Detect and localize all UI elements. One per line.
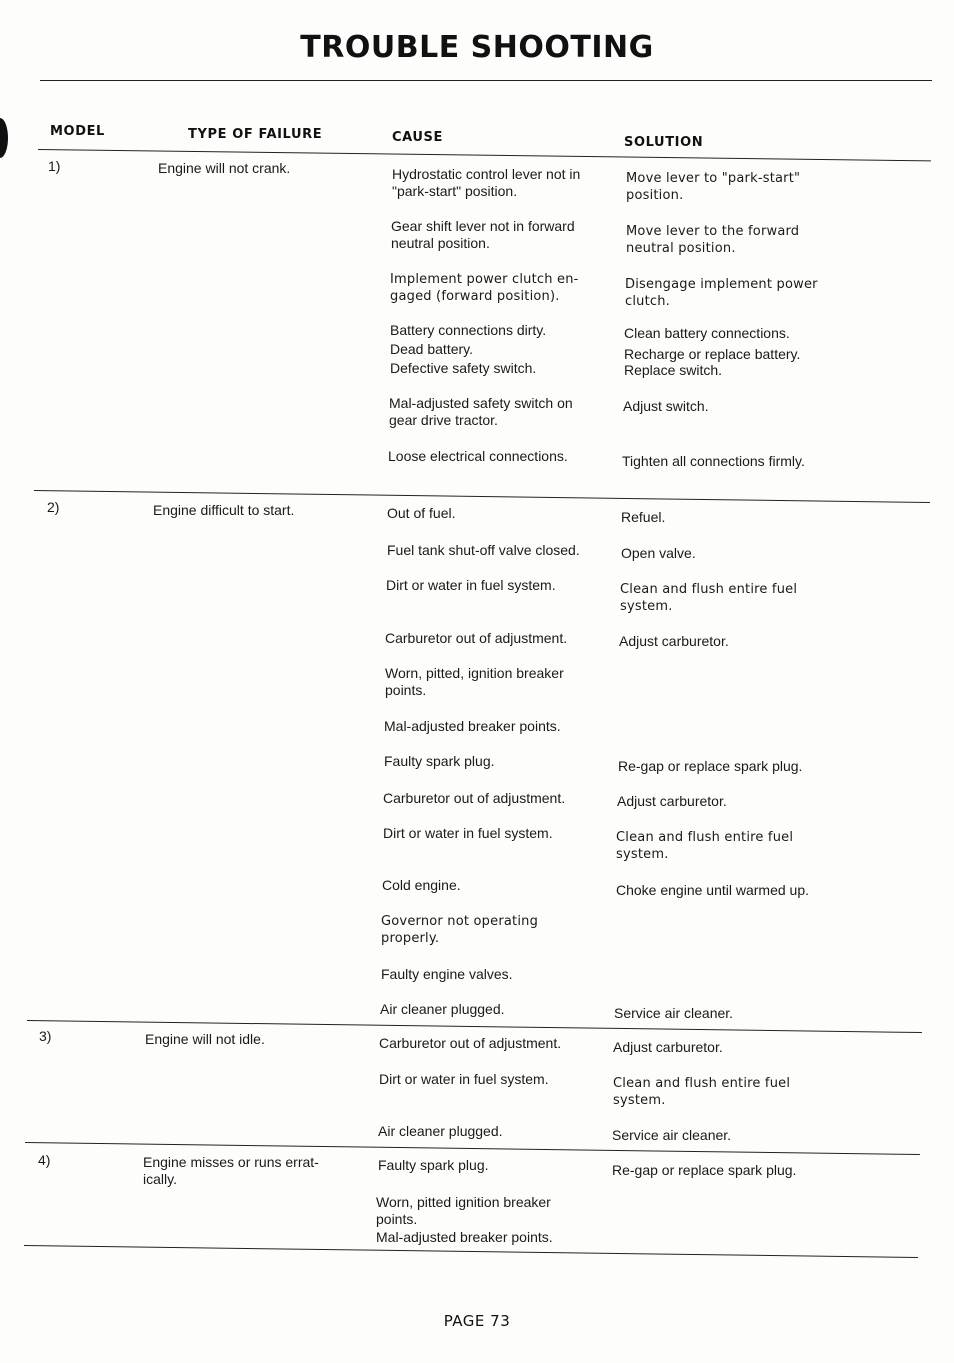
section-2-cause-4: Carburetor out of adjustment. (385, 630, 568, 646)
page-number: PAGE 73 (443, 1312, 511, 1330)
section-4-cause-2: Worn, pitted ignition breaker points. (376, 1194, 551, 1227)
section-4-failure: Engine misses or runs errat- ically. (143, 1154, 319, 1187)
section-4-model: 4) (38, 1152, 51, 1168)
section-1-solution-7: Adjust switch. (623, 398, 709, 414)
section-2-solution-3: Clean and flush entire fuel system. (620, 582, 798, 614)
section-1-failure: Engine will not crank. (158, 160, 291, 176)
title-rule (40, 80, 932, 81)
section-2-cause-10: Cold engine. (382, 877, 461, 893)
section-1-cause-5: Dead battery. (390, 341, 474, 357)
section-2-failure: Engine difficult to start. (153, 502, 295, 518)
section-1-solution-6: Replace switch. (624, 362, 723, 378)
column-header-model: MODEL (50, 124, 105, 139)
section-1-cause-8: Loose electrical connections. (388, 448, 568, 464)
section-1-cause-6: Defective safety switch. (390, 360, 537, 376)
column-header-solution: SOLUTION (624, 135, 704, 150)
section-2-solution-10: Choke engine until warmed up. (616, 882, 810, 898)
section-3-solution-1: Adjust carburetor. (613, 1039, 723, 1055)
section-2-cause-2: Fuel tank shut-off valve closed. (387, 542, 580, 558)
section-2-cause-13: Air cleaner plugged. (380, 1001, 505, 1017)
section-2-solution-4: Adjust carburetor. (619, 633, 729, 649)
section-3-cause-3: Air cleaner plugged. (378, 1123, 503, 1139)
section-1-model: 1) (48, 158, 61, 174)
section-2-cause-12: Faulty engine valves. (381, 966, 513, 982)
section-1-solution-5: Recharge or replace battery. (624, 346, 801, 362)
section-2-solution-7: Re-gap or replace spark plug. (618, 758, 803, 774)
section-3-model: 3) (39, 1028, 52, 1044)
section-3-solution-3: Service air cleaner. (612, 1127, 732, 1143)
section-2-solution-1: Refuel. (621, 509, 666, 525)
section-2-cause-1: Out of fuel. (387, 505, 456, 521)
section-2-cause-11: Governor not operating properly. (381, 914, 539, 946)
section-2-cause-5: Worn, pitted, ignition breaker points. (385, 665, 564, 698)
section-2-cause-6: Mal-adjusted breaker points. (384, 718, 561, 734)
section-4-cause-3: Mal-adjusted breaker points. (376, 1229, 553, 1245)
section-3-failure: Engine will not idle. (145, 1031, 265, 1047)
page-title: TROUBLE SHOOTING (300, 30, 654, 65)
column-header-type-of-failure: TYPE OF FAILURE (188, 127, 323, 142)
section-3-cause-1: Carburetor out of adjustment. (379, 1035, 562, 1051)
section-2-cause-7: Faulty spark plug. (384, 753, 495, 769)
section-3-solution-2: Clean and flush entire fuel system. (613, 1076, 791, 1108)
section-1-solution-2: Move lever to the forward neutral position. (626, 224, 800, 256)
section-4-rule (24, 1245, 918, 1258)
section-1-cause-7: Mal-adjusted safety switch on gear drive tractor. (389, 395, 573, 428)
section-2-model: 2) (47, 499, 60, 515)
section-3-cause-2: Dirt or water in fuel system. (379, 1071, 549, 1087)
section-1-cause-1: Hydrostatic control lever not in "park-start" position. (392, 166, 581, 199)
section-1-cause-4: Battery connections dirty. (390, 322, 547, 338)
section-4-cause-1: Faulty spark plug. (378, 1157, 489, 1173)
section-1-cause-3: Implement power clutch en- gaged (forward position). (390, 272, 579, 304)
section-1-solution-1: Move lever to "park-start" position. (626, 171, 801, 203)
section-2-solution-8: Adjust carburetor. (617, 793, 727, 809)
section-4-solution-1: Re-gap or replace spark plug. (612, 1162, 797, 1178)
column-header-cause: CAUSE (392, 130, 444, 145)
section-2-cause-9: Dirt or water in fuel system. (383, 825, 553, 841)
binding-hole-mark (0, 118, 8, 158)
section-2-solution-13: Service air cleaner. (614, 1005, 734, 1021)
section-1-solution-4: Clean battery connections. (624, 325, 790, 341)
section-2-solution-9: Clean and flush entire fuel system. (616, 830, 794, 862)
section-2-cause-3: Dirt or water in fuel system. (386, 577, 556, 593)
section-2-solution-2: Open valve. (621, 545, 696, 561)
section-1-solution-8: Tighten all connections firmly. (622, 453, 805, 469)
section-1-cause-2: Gear shift lever not in forward neutral position. (391, 218, 575, 251)
section-2-cause-8: Carburetor out of adjustment. (383, 790, 566, 806)
section-1-solution-3: Disengage implement power clutch. (625, 277, 818, 309)
